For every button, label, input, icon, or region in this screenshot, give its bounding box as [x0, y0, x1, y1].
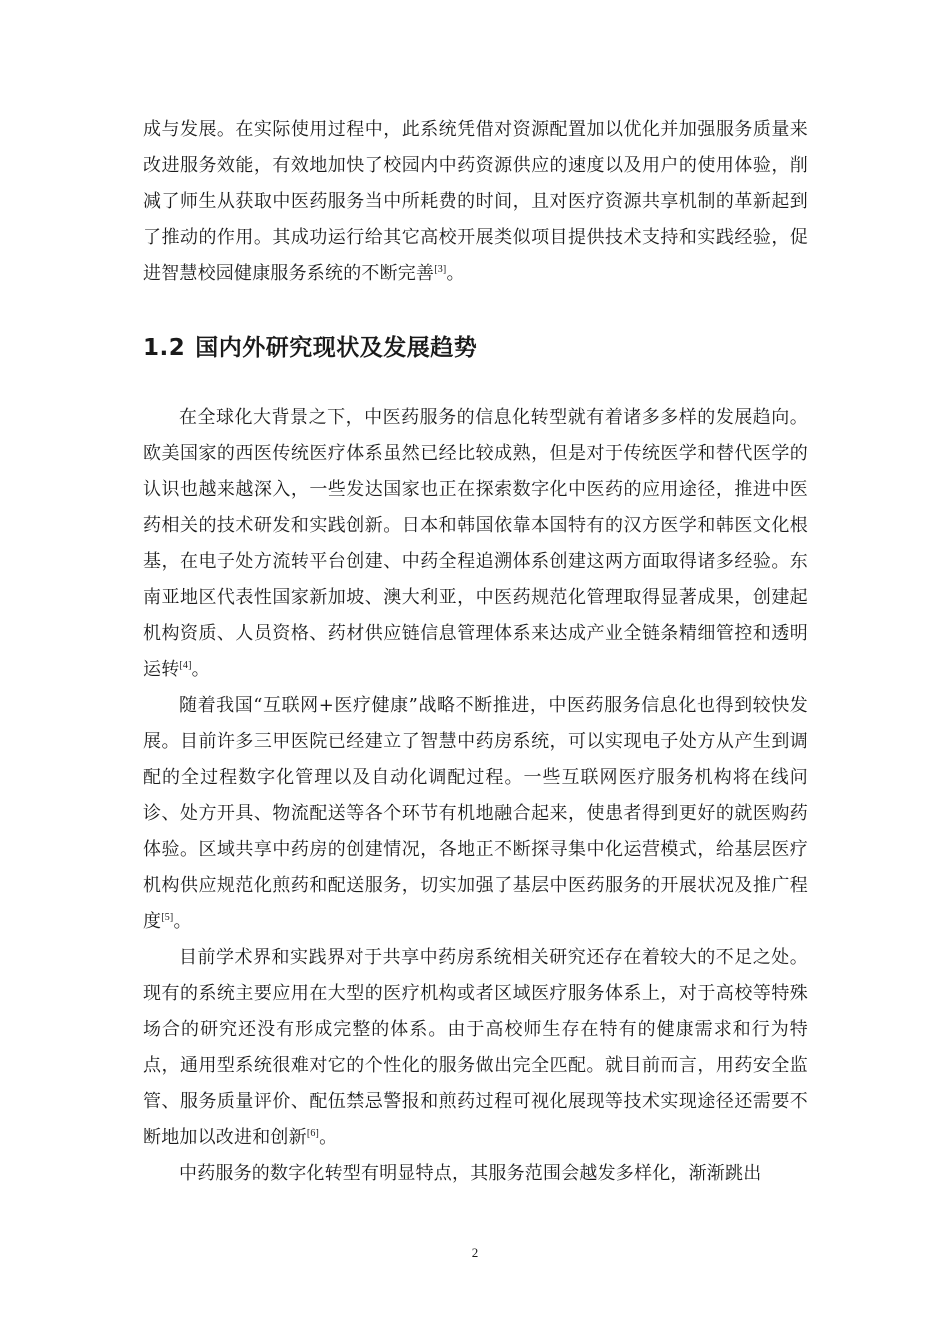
section-title: 国内外研究现状及发展趋势: [195, 335, 478, 361]
paragraph-end: 。: [191, 659, 210, 680]
citation-marker: [6]: [306, 1128, 320, 1139]
paragraph-domestic-development: [143, 688, 808, 940]
page-number: 2: [471, 1245, 479, 1260]
paragraph-continuation: [143, 112, 808, 292]
citation-marker: [4]: [179, 660, 192, 671]
paragraph-text: 成与发展。在实际使用过程中，此系统凭借对资源配置加以优化并加强服务质量来改进服务效能，有效地加快了校园内中药资源供应的速度以及用户的使用体验，削减了师生从获取中医药服务当中所耗费的时间，且对医疗资源共享机制的革新起到了推动的作用。其成功运行给其它高校开展类似项目提供技术支持和实践经验，促进智慧校园健康服务系统的不断完善: [143, 119, 808, 284]
citation-marker: [5]: [161, 912, 174, 923]
paragraph-research-gaps: [143, 940, 808, 1156]
paragraph-end: 。: [446, 263, 465, 284]
paragraph-text: 随着我国“互联网+医疗健康”战略不断推进，中医药服务信息化也得到较快发展。目前许多三甲医院已经建立了智慧中药房系统，可以实现电子处方从产生到调配的全过程数字化管理以及自动化调配过程。一些互联网医疗服务机构将在线问诊、处方开具、物流配送等各个环节有机地融合起来，使患者得到更好的就医购药体验。区域共享中药房的创建情况，各地正不断探寻集中化运营模式，给基层医疗机构供应规范化煎药和配送服务，切实加强了基层中医药服务的开展状况及推广程度: [143, 695, 808, 932]
paragraph-digital-transformation: [143, 1156, 808, 1192]
paragraph-end: 。: [319, 1127, 338, 1148]
section-heading: [143, 332, 808, 364]
paragraph-global-trends: [143, 400, 808, 688]
paragraph-text: 在全球化大背景之下，中医药服务的信息化转型就有着诸多多样的发展趋向。欧美国家的西医传统医疗体系虽然已经比较成熟，但是对于传统医学和替代医学的认识也越来越深入，一些发达国家也正在探索数字化中医药的应用途径，推进中医药相关的技术研发和实践创新。日本和韩国依靠本国特有的汉方医学和韩医文化根基，在电子处方流转平台创建、中药全程追溯体系创建这两方面取得诸多经验。东南亚地区代表性国家新加坡、澳大利亚，中医药规范化管理取得显著成果，创建起机构资质、人员资格、药材供应链信息管理体系来达成产业全链条精细管控和透明运转: [143, 407, 808, 680]
paragraph-end: 。: [173, 911, 192, 932]
paragraph-text: 目前学术界和实践界对于共享中药房系统相关研究还存在着较大的不足之处。现有的系统主要应用在大型的医疗机构或者区域医疗服务体系上，对于高校等特殊场合的研究还没有形成完整的体系。由于高校师生存在特有的健康需求和行为特点，通用型系统很难对它的个性化的服务做出完全匹配。就目前而言，用药安全监管、服务质量评价、配伍禁忌警报和煎药过程可视化展现等技术实现途径还需要不断地加以改进和创新: [143, 947, 808, 1148]
citation-marker: [3]: [434, 264, 447, 275]
page-body: [143, 112, 808, 1192]
section-number: 1.2: [143, 335, 186, 361]
paragraph-text: 中药服务的数字化转型有明显特点，其服务范围会越发多样化，渐渐跳出: [179, 1163, 762, 1184]
